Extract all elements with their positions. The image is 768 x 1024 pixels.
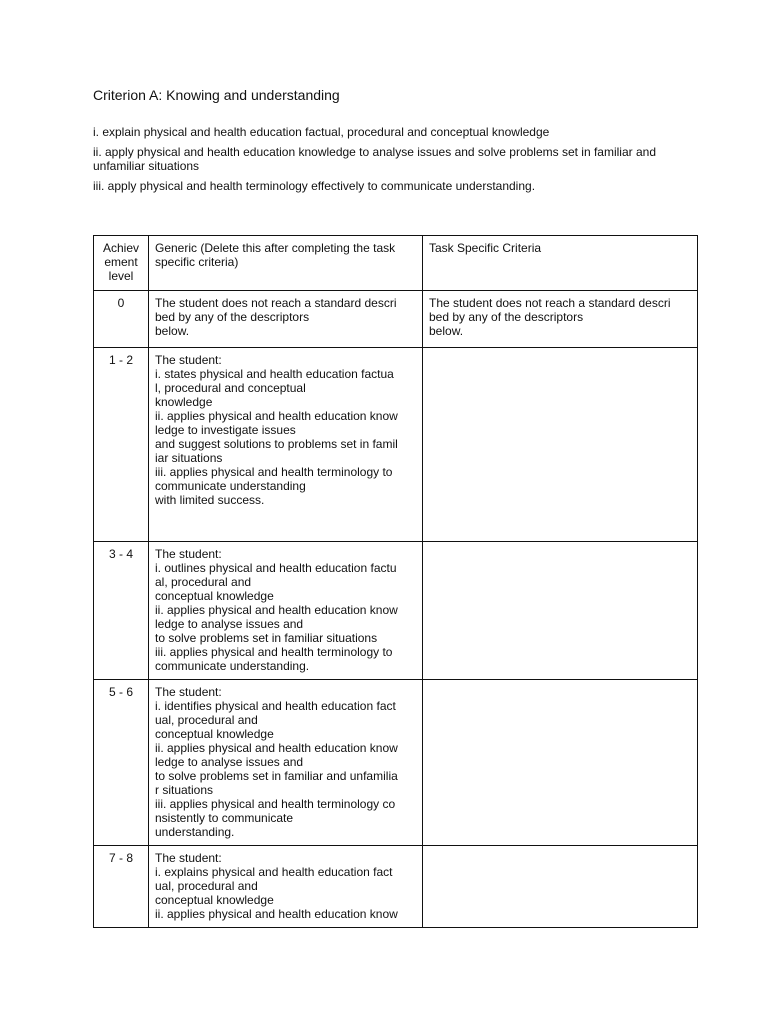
header-line: Achiev [102,241,140,255]
assessment-table [93,235,698,928]
descriptor-line: to solve problems set in familiar situations [155,631,378,645]
descriptor-line: and suggest solutions to problems set in famil [155,437,398,451]
header-line: specific criteria) [155,255,239,269]
descriptor-line: al, procedural and [155,575,252,589]
descriptor-line: iii. applies physical and health terminology to [155,465,393,479]
descriptor-line: ii. applies physical and health education know [155,741,398,755]
descriptor-line: iii. applies physical and health terminology to [155,645,393,659]
descriptor-line: communicate understanding [155,479,306,493]
objective-item: ii. apply physical and health education knowledge to analyse issues and solve problems set in familiar and unfamiliar situations [93,145,656,173]
descriptor-line: l, procedural and conceptual [155,381,306,395]
generic-descriptor-cell [149,680,423,846]
generic-descriptor-cell [149,348,423,542]
descriptor-line: nsistently to communicate [155,811,294,825]
header-line: ement [104,255,138,269]
descriptor-line: i. identifies physical and health education fact [155,699,396,713]
objective-item: iii. apply physical and health terminology effectively to communicate understanding. [93,179,536,193]
assessment-table-wrapper [93,235,697,928]
header-line: level [108,269,134,283]
table-row [94,291,698,348]
descriptor-line: conceptual knowledge [155,589,274,603]
descriptor-line: to solve problems set in familiar and unfamilia [155,769,398,783]
descriptor-line: i. explains physical and health education fact [155,865,393,879]
header-achievement-level [94,236,149,291]
objectives-list [93,125,703,199]
table-row [94,542,698,680]
descriptor-line: ual, procedural and [155,713,258,727]
task-specific-cell [423,348,698,542]
header-task-specific [423,236,698,291]
descriptor-line: communicate understanding. [155,659,310,673]
criterion-heading: Criterion A: Knowing and understanding [93,87,340,103]
descriptor-line: The student: [155,547,222,561]
descriptor-line: i. outlines physical and health education factu [155,561,397,575]
generic-descriptor-cell [149,846,423,928]
descriptor-line: conceptual knowledge [155,727,274,741]
descriptor-line: ledge to analyse issues and [155,617,304,631]
table-header-row [94,236,698,291]
generic-descriptor-cell [149,542,423,680]
descriptor-line: ii. applies physical and health education know [155,907,398,921]
achievement-level-cell: 5 - 6 [94,680,149,846]
descriptor-line: below. [429,324,464,338]
descriptor-line: below. [155,324,190,338]
achievement-level-cell: 3 - 4 [94,542,149,680]
descriptor-line: ledge to investigate issues [155,423,296,437]
descriptor-line: The student does not reach a standard descri [155,296,397,310]
achievement-level-cell: 0 [94,291,149,348]
descriptor-line: The student: [155,353,222,367]
header-line: Task Specific Criteria [429,241,542,255]
descriptor-line: The student: [155,851,222,865]
table-row [94,846,698,928]
table-body [94,236,698,928]
descriptor-line: bed by any of the descriptors [155,310,310,324]
descriptor-line: ledge to analyse issues and [155,755,304,769]
descriptor-line: ual, procedural and [155,879,258,893]
objective-item: i. explain physical and health education factual, procedural and conceptual knowledge [93,125,550,139]
descriptor-line: knowledge [155,395,213,409]
generic-descriptor-cell [149,291,423,348]
descriptor-line: understanding. [155,825,235,839]
descriptor-line: iii. applies physical and health terminology co [155,797,396,811]
task-specific-cell [423,846,698,928]
achievement-level-cell: 1 - 2 [94,348,149,542]
descriptor-line: i. states physical and health education factua [155,367,394,381]
table-row [94,348,698,542]
header-line: Generic (Delete this after completing the task [155,241,396,255]
table-row [94,680,698,846]
achievement-level-cell: 7 - 8 [94,846,149,928]
descriptor-line: The student: [155,685,222,699]
descriptor-line: The student does not reach a standard descri [429,296,671,310]
task-specific-cell [423,291,698,348]
descriptor-line: bed by any of the descriptors [429,310,584,324]
descriptor-line: ii. applies physical and health education know [155,603,398,617]
descriptor-line: with limited success. [155,493,265,507]
task-specific-cell [423,542,698,680]
descriptor-line: conceptual knowledge [155,893,274,907]
descriptor-line: r situations [155,783,214,797]
descriptor-line: iar situations [155,451,223,465]
task-specific-cell [423,680,698,846]
header-generic [149,236,423,291]
descriptor-line: ii. applies physical and health education know [155,409,398,423]
